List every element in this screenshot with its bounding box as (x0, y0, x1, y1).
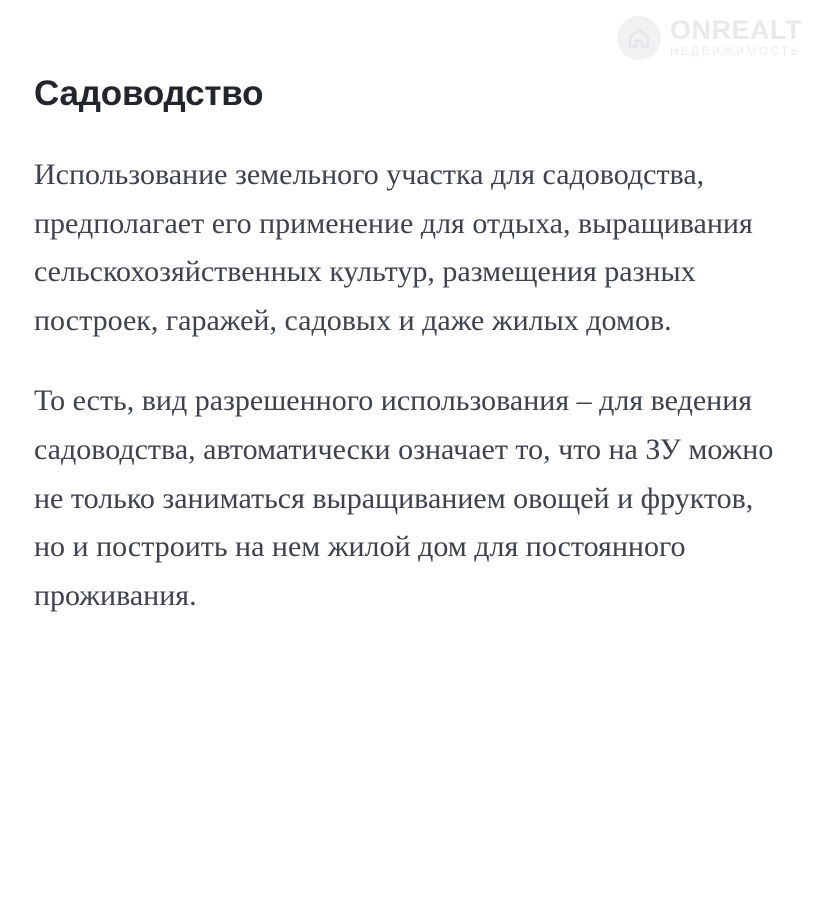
page-title: Садоводство (34, 74, 264, 113)
article-body (34, 151, 788, 620)
page-bottom-clip (0, 902, 822, 910)
watermark-tagline: НЕДВИЖИМОСТЬ (670, 46, 801, 59)
article-paragraph: Использование земельного участка для садоводства, предполагает его применение для отдыха, выращивания сельскохозяйственных культур, размещения разных построек, гаражей, садовых и даже жилых домов. (34, 158, 753, 337)
watermark-brand: ONREALT (670, 15, 802, 46)
article-paragraph: То есть, вид разрешенного использования – для ведения садоводства, автоматически означает то, что на ЗУ можно не только заниматься выращиванием овощей и фруктов, но и построить на нем жилой дом для постоянного проживания. (34, 384, 774, 612)
